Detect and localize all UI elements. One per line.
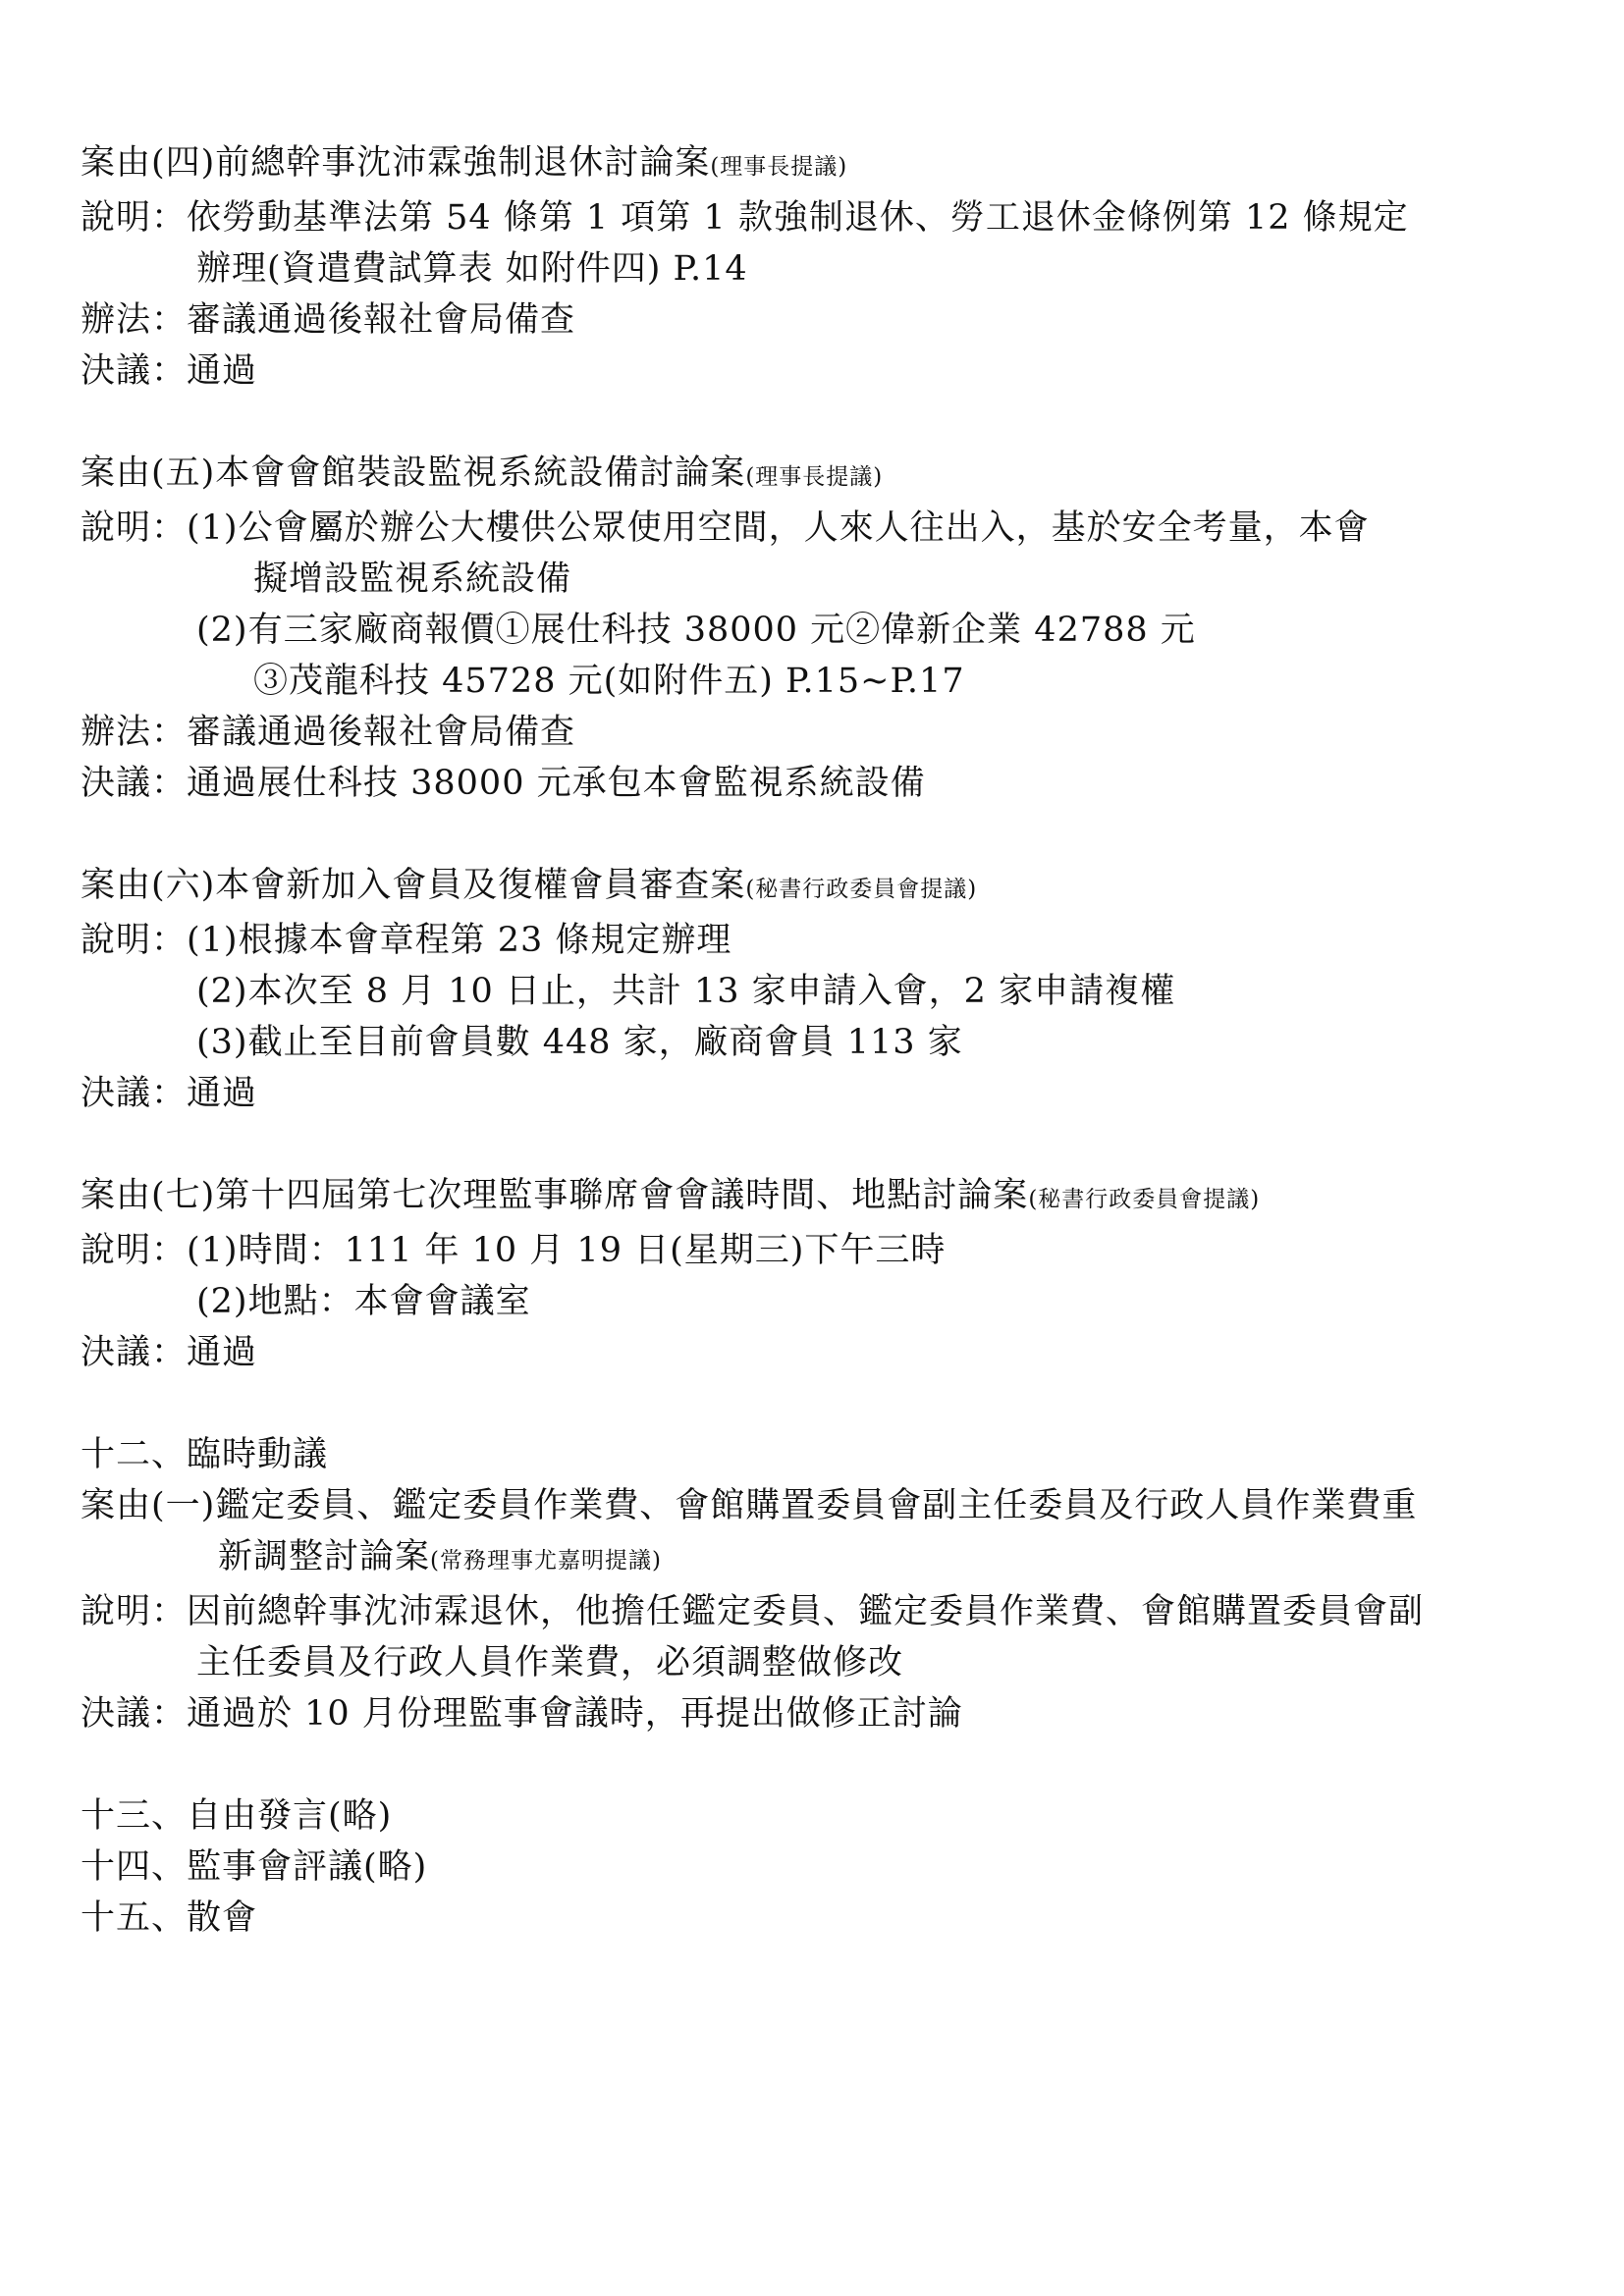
explanation-line: 擬增設監視系統設備 bbox=[253, 560, 572, 599]
closing-item: 十五、散會 bbox=[81, 1898, 258, 1938]
explanation-line: 說明：(1)公會屬於辦公大樓供公眾使用空間，人來人往出入，基於安全考量，本會 bbox=[81, 508, 1370, 548]
explanation-line: ③茂龍科技 45728 元(如附件五) P.15~P.17 bbox=[253, 662, 965, 701]
case-title-text: 案由(六)本會新加入會員及復權會員審查案 bbox=[81, 866, 746, 905]
case-title-cont bbox=[81, 1531, 1553, 1586]
case-title bbox=[81, 860, 1553, 915]
case-title bbox=[81, 1170, 1553, 1225]
resolution-line: 決議：通過於 10 月份理監事會議時，再提出做修正討論 bbox=[81, 1694, 963, 1734]
case-title-text: 案由(七)第十四屆第七次理監事聯席會會議時間、地點討論案 bbox=[81, 1176, 1029, 1215]
explanation-line: 說明：(1)根據本會章程第 23 條規定辦理 bbox=[81, 921, 732, 960]
proposer-note: (秘書行政委員會提議) bbox=[1028, 1187, 1261, 1212]
case-title-text: 新調整討論案 bbox=[218, 1537, 431, 1576]
resolution-line: 決議：通過 bbox=[81, 1333, 258, 1372]
resolution-line: 決議：通過 bbox=[81, 1074, 258, 1113]
proposer-note: (理事長提議) bbox=[710, 154, 848, 180]
proposer-note: (常務理事尤嘉明提議) bbox=[430, 1548, 662, 1574]
resolution-line: 決議：通過 bbox=[81, 351, 258, 391]
extempore-motions bbox=[81, 1429, 1553, 1739]
explanation-line: 說明：依勞動基準法第 54 條第 1 項第 1 款強制退休、勞工退休金條例第 12 條規定 bbox=[81, 198, 1409, 238]
closing-items bbox=[81, 1790, 1553, 1944]
case-title bbox=[81, 448, 1553, 503]
section-heading: 十二、臨時動議 bbox=[81, 1435, 329, 1474]
case-title-text: 案由(五)本會會館裝設監視系統設備討論案 bbox=[81, 454, 746, 493]
explanation-line: (2)有三家廠商報價①展仕科技 38000 元②偉新企業 42788 元 bbox=[196, 611, 1196, 650]
proposer-note: (理事長提議) bbox=[745, 464, 884, 490]
explanation-line: 主任委員及行政人員作業費，必須調整做修改 bbox=[196, 1643, 904, 1682]
explanation-line: (2)地點：本會會議室 bbox=[196, 1282, 531, 1321]
explanation-line: (3)截止至目前會員數 448 家，廠商會員 113 家 bbox=[196, 1023, 963, 1062]
document-body bbox=[81, 137, 1553, 1944]
resolution-line: 決議：通過展仕科技 38000 元承包本會監視系統設備 bbox=[81, 764, 926, 803]
explanation-line: 辦理(資遣費試算表 如附件四) P.14 bbox=[196, 249, 748, 289]
agenda-item-4 bbox=[81, 137, 1553, 397]
explanation-line: (2)本次至 8 月 10 日止，共計 13 家申請入會，2 家申請複權 bbox=[196, 972, 1176, 1011]
explanation-line: 說明：(1)時間：111 年 10 月 19 日(星期三)下午三時 bbox=[81, 1231, 947, 1270]
case-title-text: 案由(四)前總幹事沈沛霖強制退休討論案 bbox=[81, 143, 711, 183]
agenda-item-5 bbox=[81, 448, 1553, 809]
agenda-item-7 bbox=[81, 1170, 1553, 1378]
closing-item: 十三、自由發言(略) bbox=[81, 1796, 393, 1836]
proposer-note: (秘書行政委員會提議) bbox=[745, 877, 978, 902]
case-title bbox=[81, 137, 1553, 192]
agenda-item-6 bbox=[81, 860, 1553, 1119]
method-line: 辦法：審議通過後報社會局備查 bbox=[81, 300, 576, 340]
case-title: 案由(一)鑑定委員、鑑定委員作業費、會館購置委員會副主任委員及行政人員作業費重 bbox=[81, 1486, 1418, 1525]
explanation-line: 說明：因前總幹事沈沛霖退休，他擔任鑑定委員、鑑定委員作業費、會館購置委員會副 bbox=[81, 1592, 1425, 1631]
closing-item: 十四、監事會評議(略) bbox=[81, 1847, 428, 1887]
method-line: 辦法：審議通過後報社會局備查 bbox=[81, 713, 576, 752]
